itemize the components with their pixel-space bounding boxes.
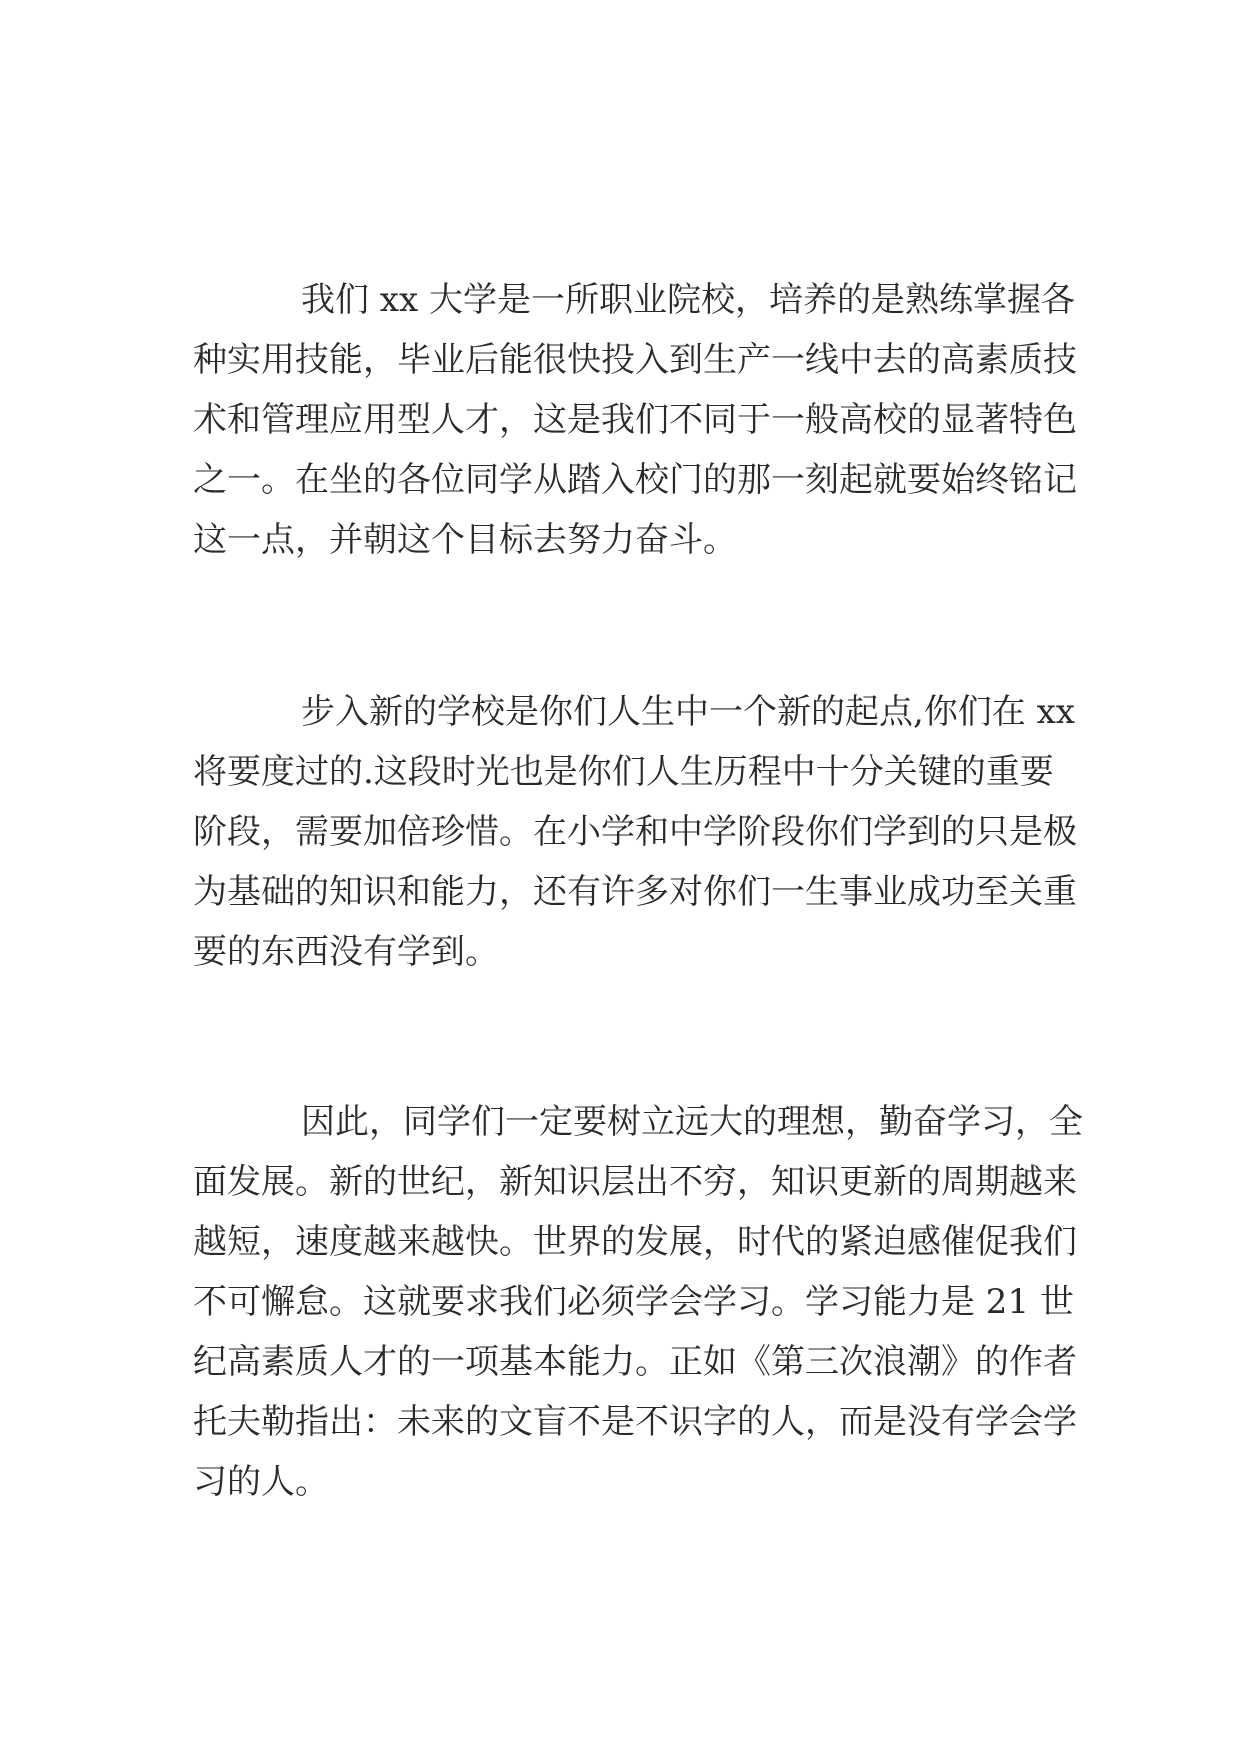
paragraph-line: 面发展。新的世纪，新知识层出不穷，知识更新的周期越来 <box>193 1162 1077 1202</box>
paragraph-line: 将要度过的.这段时光也是你们人生历程中十分关键的重要 <box>193 752 1054 792</box>
paragraph-line: 种实用技能，毕业后能很快投入到生产一线中去的高素质技 <box>193 340 1077 380</box>
paragraph-1 <box>193 270 1077 570</box>
paragraph-2 <box>193 682 1077 982</box>
paragraph-line: 术和管理应用型人才，这是我们不同于一般高校的显著特色 <box>193 400 1077 440</box>
paragraph-line: 不可懈怠。这就要求我们必须学会学习。学习能力是 21 世 <box>193 1282 1074 1322</box>
paragraph-line: 步入新的学校是你们人生中一个新的起点,你们在 xx <box>301 692 1075 732</box>
paragraph-line: 阶段，需要加倍珍惜。在小学和中学阶段你们学到的只是极 <box>193 812 1077 852</box>
paragraph-line: 因此，同学们一定要树立远大的理想，勤奋学习，全 <box>301 1102 1083 1142</box>
paragraph-line: 这一点，并朝这个目标去努力奋斗。 <box>193 520 737 560</box>
paragraph-line: 要的东西没有学到。 <box>193 932 499 972</box>
paragraph-line: 纪高素质人才的一项基本能力。正如《第三次浪潮》的作者 <box>193 1342 1077 1382</box>
paragraph-line: 之一。在坐的各位同学从踏入校门的那一刻起就要始终铭记 <box>193 460 1077 500</box>
paragraph-line: 托夫勒指出：未来的文盲不是不识字的人，而是没有学会学 <box>193 1402 1077 1442</box>
paragraph-line: 为基础的知识和能力，还有许多对你们一生事业成功至关重 <box>193 872 1077 912</box>
paragraph-line: 习的人。 <box>193 1462 329 1502</box>
paragraph-line: 我们 xx 大学是一所职业院校，培养的是熟练掌握各 <box>301 280 1075 320</box>
paragraph-line: 越短，速度越来越快。世界的发展，时代的紧迫感催促我们 <box>193 1222 1077 1262</box>
paragraph-3 <box>193 1092 1083 1512</box>
